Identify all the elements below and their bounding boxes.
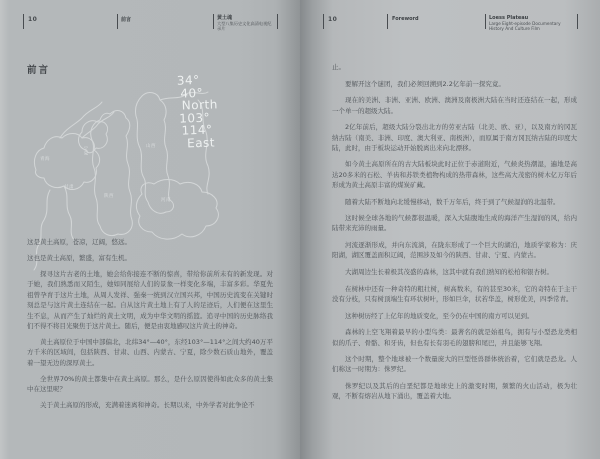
paragraph: 全世界70%的黄土都集中在黄土高原。那么，是什么原因使得如此众多的黄土集中在这里呢？ — [27, 374, 273, 394]
paragraph: 森林的上空飞翔着最早的小型鸟类：最著名的就是始祖鸟，拥有与小型恐龙类相似的爪子、骨骼、和牙齿，但也有长有羽毛的翅膀和尾巴，并且能够飞翔。 — [332, 328, 577, 347]
paragraph: 2亿年前后，超级大陆分裂出北方的劳亚古陆（北美、欧、亚），以及南方的冈瓦纳古陆（南美、非洲、印度、澳大利亚、南极洲），而原属于南方冈瓦纳古陆的印度大陆，此时，由于板块运动开始脱离出来向北漂移。 — [332, 123, 577, 152]
paragraph: 黄土高原位于中国中部偏北，北纬34°—40°，东经103°—114°之间大约40万平方千米的区域间，包括陕西、甘肃、山西、内蒙古、宁夏，除少数石质山地外，覆盖着一望无边的深厚黄土。 — [27, 337, 273, 367]
header-rule — [323, 14, 324, 29]
header-rule — [117, 14, 118, 29]
header-section-label: 前言 — [121, 17, 132, 23]
coordinate-line: 34° — [176, 72, 200, 88]
header-rule — [23, 14, 24, 29]
page-number: 10 — [328, 16, 338, 23]
header-title: Loess Plateau — [489, 15, 529, 21]
header-rule — [485, 14, 486, 29]
header-title: 黄土魂 — [217, 15, 233, 21]
paragraph: 这是黄土高原，苍凉，辽阔，悠远。 — [27, 238, 131, 246]
header-rule — [277, 14, 278, 29]
paragraph: 探寻这片古老的土地，她会给你接连不断的惊喜，带给你前所未有的新发现。对于她，我们熟悉而又陌生，她如同展给人们的景象一样变化多端，丰富多彩。华夏先祖曾孕育于这片土地，从周人发祥、强秦一统到汉立国兴邦，中国历史流变在关键时刻总是与这片黄土连结在一起。自从这片黄土地上有了人的足迹后，人们便在这里生生不息，从而产生了灿烂的黄土文明，成为中华文明的摇篮。追寻中国的历史脉络我们不得不将目光聚焦于这片黄土。随后，便是由衷地感叹这片黄土的神奇。 — [27, 270, 273, 331]
header-rule — [213, 14, 214, 29]
page-number: 10 — [28, 16, 38, 23]
body-column-left — [27, 237, 273, 416]
coordinate-line: 103° — [178, 110, 211, 126]
header-title-block — [217, 15, 275, 31]
header-subtitle: 大型八集历史文化高清电视纪录片 — [217, 21, 272, 32]
paragraph: 关于黄土高原的形成，充满着迷离和神奇。长期以来，中外学者对此争论不 — [40, 400, 255, 409]
header-subtitle: Large Eight-episode Documentary History And Culture Film — [489, 21, 561, 32]
paragraph: 这也是黄土高原，繁盛，富有生机。 — [27, 254, 131, 262]
header-section-label: Foreword — [392, 16, 419, 22]
header-rule — [577, 14, 578, 29]
paragraph: 这种树历经了上亿年的地质变化，至今仍在中国的南方可以见到。 — [345, 311, 534, 320]
paragraph: 在树林中还有一种奇特的粗壮树，树高数米，有的甚至30米，它的奇特在于主干没有分枝，只有树顶端生有环状树叶，形如巨伞，状若华盖，树形优美，四季常青。 — [332, 284, 577, 303]
map-label: 宁夏 — [83, 146, 88, 155]
header-rule — [387, 14, 388, 29]
map-label: 青海 — [40, 157, 50, 162]
paragraph: 大湖周边生长着极其茂盛的森林，这其中就有我们熟知的松柏和银杏树。 — [345, 268, 553, 277]
header-title-block — [489, 15, 575, 31]
map-label: 甘肃 — [64, 185, 74, 190]
coordinate-line: 40° — [180, 85, 204, 101]
coordinate-line: East — [186, 134, 216, 150]
coordinate-line: 114° — [181, 122, 213, 138]
body-column-right — [332, 62, 577, 408]
page-title: 前言 — [27, 65, 51, 76]
paragraph: 侏罗纪以及其后的白垩纪都是地球史上的激变时期，频繁的火山活动，极为壮观，不断有熔岩从地下涌出，覆盖着大地。 — [332, 382, 577, 401]
paragraph: 随着大陆不断地向北缓慢移动，数千万年后，终于到了气候湿润的北温带。 — [345, 197, 560, 206]
paragraph: 现在的美洲、非洲、亚洲、欧洲、澳洲及南极洲大陆在当时还连结在一起，形成一个单一的超级大陆。 — [332, 96, 577, 115]
page-right — [300, 0, 600, 459]
paragraph: 这个时期，整个地球被一个数量庞大的巨型怪兽群体统治着，它们就是恐龙。人们称这一时期为：侏罗纪。 — [332, 355, 577, 374]
map-label: 河南 — [161, 198, 171, 203]
paragraph: 要解开这个谜团，我们必须回溯到2.2亿年前一探究竟。 — [345, 79, 505, 88]
paragraph: 河流逐渐形成，并向东流淌，在陇东形成了一个巨大的湖泊，地质学家称为：庆阳湖，湖区覆盖面积辽阔，范围涉及如今的陕西、甘肃、宁夏、内蒙古。 — [332, 241, 577, 260]
paragraph: 这时候全球各地的气候都很温暖，深入大陆腹地生成的海洋产生湿润的风，给内陆带来充沛的雨量。 — [332, 214, 577, 233]
paragraph: 如今黄土高原所在的古大陆板块此时正位于赤道附近，气候炎热潮湿，遍地是高达20多米的石松、羊齿和苏铁类植物构成的热带森林，这些高大茂密的树木亿万年后形成为黄土高原丰富的煤炭矿藏。 — [332, 160, 577, 189]
map-label: 山西 — [146, 144, 156, 149]
coordinates-annotation — [177, 73, 220, 149]
coordinate-line: North — [181, 97, 219, 113]
paragraph: 止。 — [332, 63, 345, 71]
map-label: 陕西 — [104, 194, 114, 199]
